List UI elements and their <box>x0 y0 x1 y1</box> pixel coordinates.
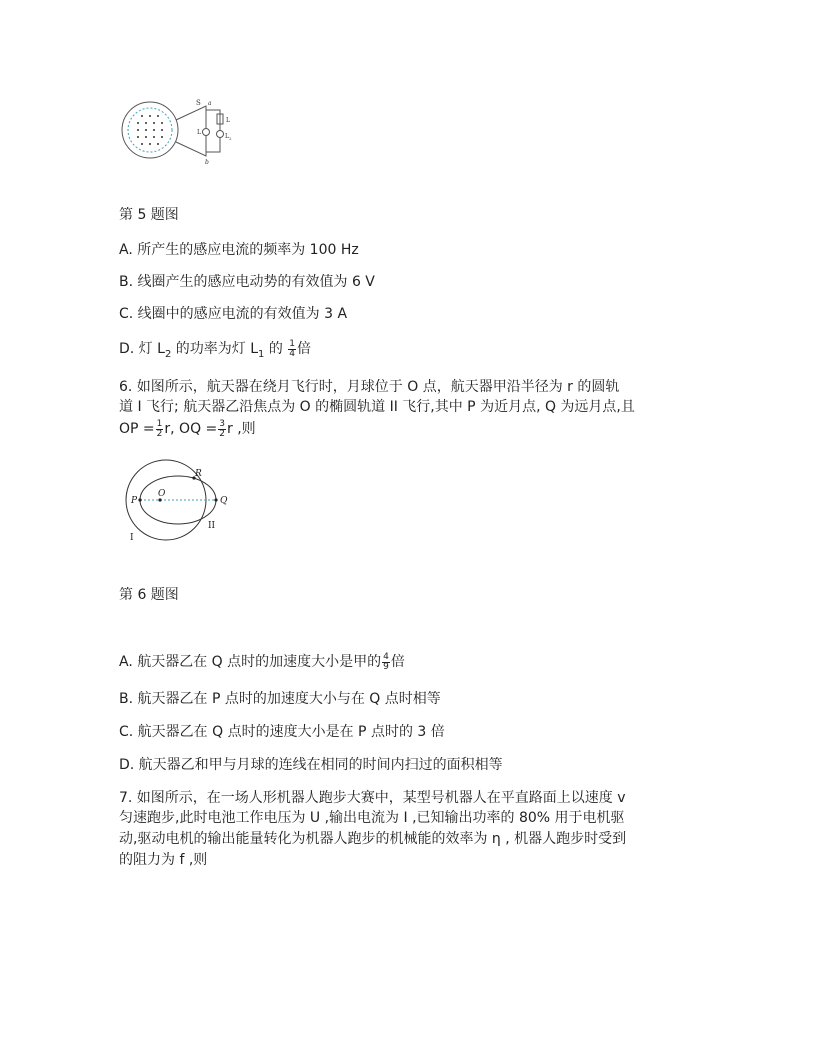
q5-option-c: C. 线圈中的感应电流的有效值为 3 A <box>119 306 348 322</box>
question-5-figure <box>120 96 240 166</box>
q7-stem-line-2: 匀速跑步,此时电池工作电压为 U ,输出电流为 I ,已知输出功率的 80% 用于电机驱 <box>119 810 625 826</box>
q5-option-a: A. 所产生的感应电流的频率为 100 Hz <box>119 242 359 258</box>
fraction-one-quarter: $\frac{1}{4}$ <box>289 338 296 359</box>
label-orbit-ii: II <box>208 521 216 531</box>
question-5-caption: 第 5 题图 <box>119 207 179 223</box>
label-a: a <box>208 100 212 107</box>
point-p <box>138 498 141 501</box>
q7-stem-line-4: 的阻力为 f ,则 <box>119 852 208 868</box>
label-b: b <box>205 159 209 166</box>
circuit-wires <box>176 106 206 156</box>
coil-outer-ring <box>122 102 178 158</box>
point-q <box>214 498 217 501</box>
q6-stem-line-2: 道 I 飞行; 航天器乙沿焦点为 O 的椭圆轨道 II 飞行,其中 P 为近月点, Q 为远月点,且 <box>119 399 635 415</box>
label-s: S <box>196 99 201 107</box>
q6-option-c: C. 航天器乙在 Q 点时的速度大小是在 P 点时的 3 倍 <box>119 724 445 740</box>
fraction-four-ninths: $\frac{4}{9}$ <box>383 651 389 672</box>
magnetic-field-region <box>128 108 172 152</box>
label-o: O <box>158 489 166 499</box>
lamp-l2-icon <box>217 131 224 138</box>
label-l2: $L_2$ <box>225 133 232 141</box>
q6-option-a: A. 航天器乙在 Q 点时的加速度大小是甲的 $\frac{4}{9}$ 倍 <box>119 651 405 672</box>
label-l1: L <box>197 129 201 136</box>
q6-option-d: D. 航天器乙和甲与月球的连线在相同的时间内扫过的面积相等 <box>119 757 503 773</box>
q5-option-b: B. 线圈产生的感应电动势的有效值为 6 V <box>119 274 375 290</box>
q7-stem-line-1: 7. 如图所示，在一场人形机器人跑步大赛中，某型号机器人在平直路面上以速度 v <box>119 790 626 806</box>
q5-option-d: D. 灯 $L_2$ 的功率为灯 $L_1$ 的 $\frac{1}{4}$ 倍 <box>119 338 312 360</box>
q6-option-b: B. 航天器乙在 P 点时的加速度大小与在 Q 点时相等 <box>119 691 441 707</box>
lamp-l1-icon <box>203 129 210 136</box>
label-l: L <box>226 117 230 124</box>
q7-stem-line-3: 动,驱动电机的输出能量转化为机器人跑步的机械能的效率为 η , 机器人跑步时受到 <box>119 831 627 847</box>
label-orbit-i: I <box>130 533 134 543</box>
q6-stem-line-1: 6. 如图所示，航天器在绕月飞行时，月球位于 O 点，航天器甲沿半径为 r 的圆轨 <box>119 379 620 395</box>
q6-stem-line-3: OP = $\frac{1}{2}$ r, OQ = $\frac{3}{2}$ r ,则 <box>119 418 256 439</box>
label-q: Q <box>220 496 228 506</box>
question-6-caption: 第 6 题图 <box>119 587 179 603</box>
field-dots <box>137 115 163 145</box>
question-6-figure <box>116 458 242 544</box>
label-p: P <box>131 496 138 506</box>
label-r: R <box>195 469 202 479</box>
